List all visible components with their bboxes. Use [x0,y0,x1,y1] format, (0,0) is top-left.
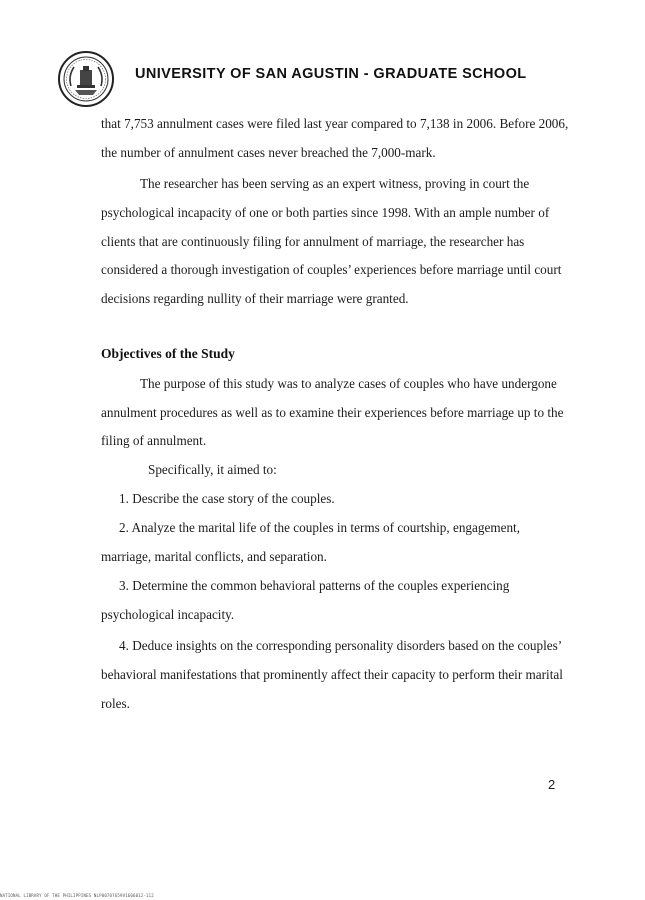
paragraph-line: The purpose of this study was to analyze cases of couples who have undergone [140,376,557,391]
paragraph-line: filing of annulment. [101,433,207,448]
list-item: 2. Analyze the marital life of the couples in terms of courtship, engagement, [119,520,520,535]
list-item-continuation: psychological incapacity. [101,607,235,622]
paragraph-line: that 7,753 annulment cases were filed last year compared to 7,138 in 2006. Before 2006, [101,116,569,131]
list-item: 4. Deduce insights on the corresponding personality disorders based on the couples’ [119,638,563,653]
list-item: 3. Determine the common behavioral patterns of the couples experiencing [119,578,510,593]
list-item-continuation: roles. [101,696,130,711]
list-item-continuation: marriage, marital conflicts, and separation. [101,549,327,564]
header-title: UNIVERSITY OF SAN AGUSTIN - GRADUATE SCHOOL [135,66,527,82]
list-item: 1. Describe the case story of the couples. [119,491,335,506]
section-heading: Objectives of the Study [101,346,235,361]
paragraph-line: clients that are continuously filing for annulment of marriage, the researcher has [101,234,525,249]
page-number: 2 [548,777,556,792]
paragraph-line: the number of annulment cases never breached the 7,000-mark. [101,145,436,160]
paragraph-line: considered a thorough investigation of couples’ experiences before marriage until court [101,262,562,277]
university-seal-icon [57,50,115,108]
paragraph-line: The researcher has been serving as an expert witness, proving in court the [140,176,530,191]
paragraph-line: decisions regarding nullity of their marriage were granted. [101,291,409,306]
paragraph-line: annulment procedures as well as to examine their experiences before marriage up to the [101,405,564,420]
list-item-continuation: behavioral manifestations that prominently affect their capacity to perform their marital [101,667,563,682]
paragraph-line: psychological incapacity of one or both parties since 1998. With an ample number of [101,205,550,220]
list-intro: Specifically, it aimed to: [148,462,277,477]
footer-stamp: NATIONAL LIBRARY OF THE PHILIPPINES NLP00707659V1606012-112 [0,893,154,898]
